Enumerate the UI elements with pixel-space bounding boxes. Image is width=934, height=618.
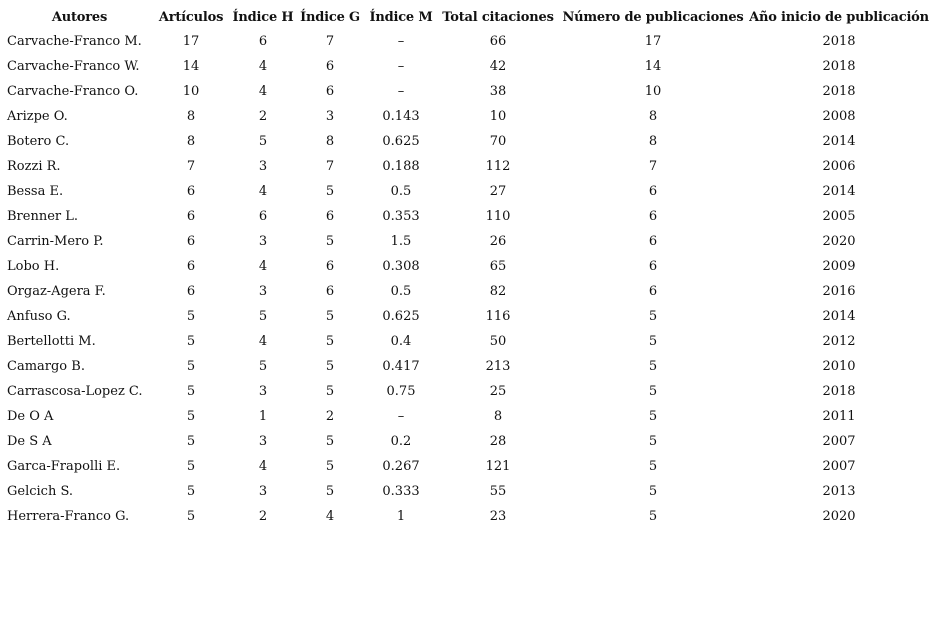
numero-publicaciones-cell: 10 xyxy=(644,84,662,99)
numero-publicaciones-cell: 6 xyxy=(648,209,658,224)
indice-g-cell: 6 xyxy=(325,209,335,224)
articulos-cell: 17 xyxy=(182,34,200,49)
indice-g-cell: 5 xyxy=(325,484,335,499)
indice-m-cell: – xyxy=(397,34,405,49)
author-cell: Brenner L. xyxy=(7,209,79,224)
ano-inicio-cell: 2014 xyxy=(822,184,856,199)
author-cell: Carrin-Mero P. xyxy=(7,234,104,249)
table-header-row xyxy=(4,5,930,29)
indice-h-cell: 3 xyxy=(258,434,268,449)
author-cell: Rozzi R. xyxy=(7,159,61,174)
author-cell: Carvache-Franco O. xyxy=(7,84,139,99)
articulos-cell: 5 xyxy=(186,409,196,424)
table-row xyxy=(4,404,930,429)
ano-inicio-cell: 2014 xyxy=(822,309,856,324)
indice-g-cell: 6 xyxy=(325,284,335,299)
author-cell: Botero C. xyxy=(7,134,70,149)
total-citaciones-cell: 26 xyxy=(489,234,507,249)
indice-g-cell: 6 xyxy=(325,259,335,274)
author-cell: Bertellotti M. xyxy=(7,334,96,349)
indice-g-cell: 6 xyxy=(325,59,335,74)
indice-m-cell: 0.4 xyxy=(390,334,412,349)
column-header-autores: Autores xyxy=(51,9,108,25)
column-header-numero-publicaciones: Número de publicaciones xyxy=(562,9,744,25)
numero-publicaciones-cell: 5 xyxy=(648,434,658,449)
indice-h-cell: 3 xyxy=(258,159,268,174)
indice-g-cell: 8 xyxy=(325,134,335,149)
indice-h-cell: 4 xyxy=(258,84,268,99)
author-cell: Carvache-Franco M. xyxy=(7,34,142,49)
authors-metrics-table xyxy=(4,5,930,529)
table-row xyxy=(4,154,930,179)
table-row xyxy=(4,304,930,329)
author-cell: Lobo H. xyxy=(7,259,60,274)
articulos-cell: 6 xyxy=(186,184,196,199)
total-citaciones-cell: 27 xyxy=(489,184,507,199)
indice-g-cell: 5 xyxy=(325,384,335,399)
indice-h-cell: 5 xyxy=(258,359,268,374)
indice-h-cell: 6 xyxy=(258,34,268,49)
total-citaciones-cell: 121 xyxy=(485,459,511,474)
table-body xyxy=(4,29,930,529)
articulos-cell: 6 xyxy=(186,284,196,299)
total-citaciones-cell: 28 xyxy=(489,434,507,449)
ano-inicio-cell: 2008 xyxy=(822,109,856,124)
total-citaciones-cell: 42 xyxy=(489,59,507,74)
indice-h-cell: 4 xyxy=(258,259,268,274)
column-header-indice-m: Índice M xyxy=(369,9,433,25)
total-citaciones-cell: 112 xyxy=(485,159,511,174)
articulos-cell: 6 xyxy=(186,234,196,249)
table-row xyxy=(4,354,930,379)
ano-inicio-cell: 2010 xyxy=(822,359,856,374)
author-cell: Orgaz-Agera F. xyxy=(7,284,106,299)
author-cell: Garca-Frapolli E. xyxy=(7,459,121,474)
articulos-cell: 5 xyxy=(186,334,196,349)
table-row xyxy=(4,129,930,154)
ano-inicio-cell: 2012 xyxy=(822,334,856,349)
column-header-articulos: Artículos xyxy=(158,9,224,25)
indice-m-cell: 0.333 xyxy=(382,484,420,499)
numero-publicaciones-cell: 5 xyxy=(648,334,658,349)
indice-m-cell: – xyxy=(397,84,405,99)
ano-inicio-cell: 2018 xyxy=(822,34,856,49)
indice-m-cell: 0.5 xyxy=(390,184,412,199)
numero-publicaciones-cell: 6 xyxy=(648,234,658,249)
author-cell: De O A xyxy=(7,409,54,424)
indice-g-cell: 3 xyxy=(325,109,335,124)
ano-inicio-cell: 2013 xyxy=(822,484,856,499)
total-citaciones-cell: 70 xyxy=(489,134,507,149)
indice-h-cell: 4 xyxy=(258,59,268,74)
indice-m-cell: 0.267 xyxy=(382,459,420,474)
indice-h-cell: 3 xyxy=(258,484,268,499)
numero-publicaciones-cell: 6 xyxy=(648,259,658,274)
indice-h-cell: 6 xyxy=(258,209,268,224)
ano-inicio-cell: 2016 xyxy=(822,284,856,299)
numero-publicaciones-cell: 5 xyxy=(648,409,658,424)
numero-publicaciones-cell: 5 xyxy=(648,484,658,499)
total-citaciones-cell: 10 xyxy=(489,109,507,124)
numero-publicaciones-cell: 6 xyxy=(648,284,658,299)
indice-h-cell: 5 xyxy=(258,309,268,324)
numero-publicaciones-cell: 7 xyxy=(648,159,658,174)
indice-m-cell: 0.625 xyxy=(382,134,420,149)
indice-h-cell: 4 xyxy=(258,459,268,474)
articulos-cell: 6 xyxy=(186,209,196,224)
articulos-cell: 5 xyxy=(186,359,196,374)
numero-publicaciones-cell: 8 xyxy=(648,109,658,124)
author-cell: Anfuso G. xyxy=(7,309,71,324)
author-cell: Carrascosa-Lopez C. xyxy=(7,384,143,399)
column-header-ano-inicio: Año inicio de publicación xyxy=(749,9,929,25)
numero-publicaciones-cell: 5 xyxy=(648,459,658,474)
total-citaciones-cell: 116 xyxy=(485,309,511,324)
total-citaciones-cell: 8 xyxy=(493,409,503,424)
articulos-cell: 5 xyxy=(186,309,196,324)
indice-h-cell: 2 xyxy=(258,509,268,524)
ano-inicio-cell: 2005 xyxy=(822,209,856,224)
table-row xyxy=(4,329,930,354)
articulos-cell: 8 xyxy=(186,109,196,124)
total-citaciones-cell: 110 xyxy=(485,209,511,224)
author-cell: Carvache-Franco W. xyxy=(7,59,140,74)
author-cell: Bessa E. xyxy=(7,184,64,199)
author-cell: Herrera-Franco G. xyxy=(7,509,130,524)
column-header-indice-h: Índice H xyxy=(232,9,294,25)
total-citaciones-cell: 213 xyxy=(485,359,511,374)
author-cell: Camargo B. xyxy=(7,359,85,374)
indice-g-cell: 4 xyxy=(325,509,335,524)
total-citaciones-cell: 38 xyxy=(489,84,507,99)
numero-publicaciones-cell: 14 xyxy=(644,59,662,74)
indice-h-cell: 3 xyxy=(258,284,268,299)
indice-g-cell: 5 xyxy=(325,459,335,474)
indice-m-cell: 0.353 xyxy=(382,209,420,224)
indice-g-cell: 5 xyxy=(325,359,335,374)
table-row xyxy=(4,254,930,279)
table-row xyxy=(4,504,930,529)
indice-h-cell: 3 xyxy=(258,234,268,249)
indice-m-cell: 0.75 xyxy=(386,384,416,399)
total-citaciones-cell: 50 xyxy=(489,334,507,349)
indice-m-cell: – xyxy=(397,409,405,424)
table-row xyxy=(4,229,930,254)
ano-inicio-cell: 2018 xyxy=(822,84,856,99)
indice-g-cell: 5 xyxy=(325,234,335,249)
indice-m-cell: 0.143 xyxy=(382,109,420,124)
total-citaciones-cell: 65 xyxy=(489,259,507,274)
numero-publicaciones-cell: 5 xyxy=(648,309,658,324)
numero-publicaciones-cell: 5 xyxy=(648,384,658,399)
indice-g-cell: 5 xyxy=(325,184,335,199)
indice-g-cell: 5 xyxy=(325,434,335,449)
indice-m-cell: 0.5 xyxy=(390,284,412,299)
ano-inicio-cell: 2006 xyxy=(822,159,856,174)
indice-m-cell: 0.188 xyxy=(382,159,420,174)
indice-g-cell: 6 xyxy=(325,84,335,99)
table-row xyxy=(4,179,930,204)
articulos-cell: 14 xyxy=(182,59,200,74)
author-cell: De S A xyxy=(7,434,52,449)
indice-m-cell: 0.625 xyxy=(382,309,420,324)
indice-m-cell: 0.2 xyxy=(390,434,412,449)
authors-table-container xyxy=(4,5,930,529)
numero-publicaciones-cell: 5 xyxy=(648,359,658,374)
table-row xyxy=(4,29,930,54)
indice-m-cell: – xyxy=(397,59,405,74)
articulos-cell: 5 xyxy=(186,459,196,474)
articulos-cell: 6 xyxy=(186,259,196,274)
articulos-cell: 7 xyxy=(186,159,196,174)
total-citaciones-cell: 55 xyxy=(489,484,507,499)
indice-g-cell: 2 xyxy=(325,409,335,424)
table-row xyxy=(4,79,930,104)
author-cell: Gelcich S. xyxy=(7,484,74,499)
indice-h-cell: 3 xyxy=(258,384,268,399)
articulos-cell: 5 xyxy=(186,484,196,499)
numero-publicaciones-cell: 17 xyxy=(644,34,662,49)
indice-g-cell: 5 xyxy=(325,309,335,324)
total-citaciones-cell: 82 xyxy=(489,284,507,299)
numero-publicaciones-cell: 6 xyxy=(648,184,658,199)
articulos-cell: 8 xyxy=(186,134,196,149)
ano-inicio-cell: 2020 xyxy=(822,509,856,524)
ano-inicio-cell: 2018 xyxy=(822,384,856,399)
total-citaciones-cell: 25 xyxy=(489,384,507,399)
indice-h-cell: 5 xyxy=(258,134,268,149)
ano-inicio-cell: 2011 xyxy=(822,409,856,424)
numero-publicaciones-cell: 8 xyxy=(648,134,658,149)
indice-m-cell: 1.5 xyxy=(390,234,412,249)
table-row xyxy=(4,54,930,79)
articulos-cell: 10 xyxy=(182,84,200,99)
column-header-indice-g: Índice G xyxy=(300,9,360,25)
indice-h-cell: 4 xyxy=(258,334,268,349)
articulos-cell: 5 xyxy=(186,509,196,524)
indice-m-cell: 1 xyxy=(396,509,406,524)
column-header-total-citaciones: Total citaciones xyxy=(442,9,554,25)
indice-g-cell: 5 xyxy=(325,334,335,349)
articulos-cell: 5 xyxy=(186,384,196,399)
indice-g-cell: 7 xyxy=(325,34,335,49)
indice-m-cell: 0.308 xyxy=(382,259,420,274)
indice-h-cell: 4 xyxy=(258,184,268,199)
table-row xyxy=(4,454,930,479)
table-row xyxy=(4,279,930,304)
ano-inicio-cell: 2007 xyxy=(822,459,856,474)
author-cell: Arizpe O. xyxy=(7,109,68,124)
ano-inicio-cell: 2007 xyxy=(822,434,856,449)
ano-inicio-cell: 2009 xyxy=(822,259,856,274)
ano-inicio-cell: 2020 xyxy=(822,234,856,249)
indice-g-cell: 7 xyxy=(325,159,335,174)
indice-h-cell: 2 xyxy=(258,109,268,124)
indice-m-cell: 0.417 xyxy=(382,359,420,374)
total-citaciones-cell: 66 xyxy=(489,34,507,49)
table-row xyxy=(4,104,930,129)
table-row xyxy=(4,204,930,229)
total-citaciones-cell: 23 xyxy=(489,509,507,524)
table-row xyxy=(4,429,930,454)
indice-h-cell: 1 xyxy=(258,409,268,424)
ano-inicio-cell: 2014 xyxy=(822,134,856,149)
articulos-cell: 5 xyxy=(186,434,196,449)
table-row xyxy=(4,379,930,404)
numero-publicaciones-cell: 5 xyxy=(648,509,658,524)
table-row xyxy=(4,479,930,504)
ano-inicio-cell: 2018 xyxy=(822,59,856,74)
